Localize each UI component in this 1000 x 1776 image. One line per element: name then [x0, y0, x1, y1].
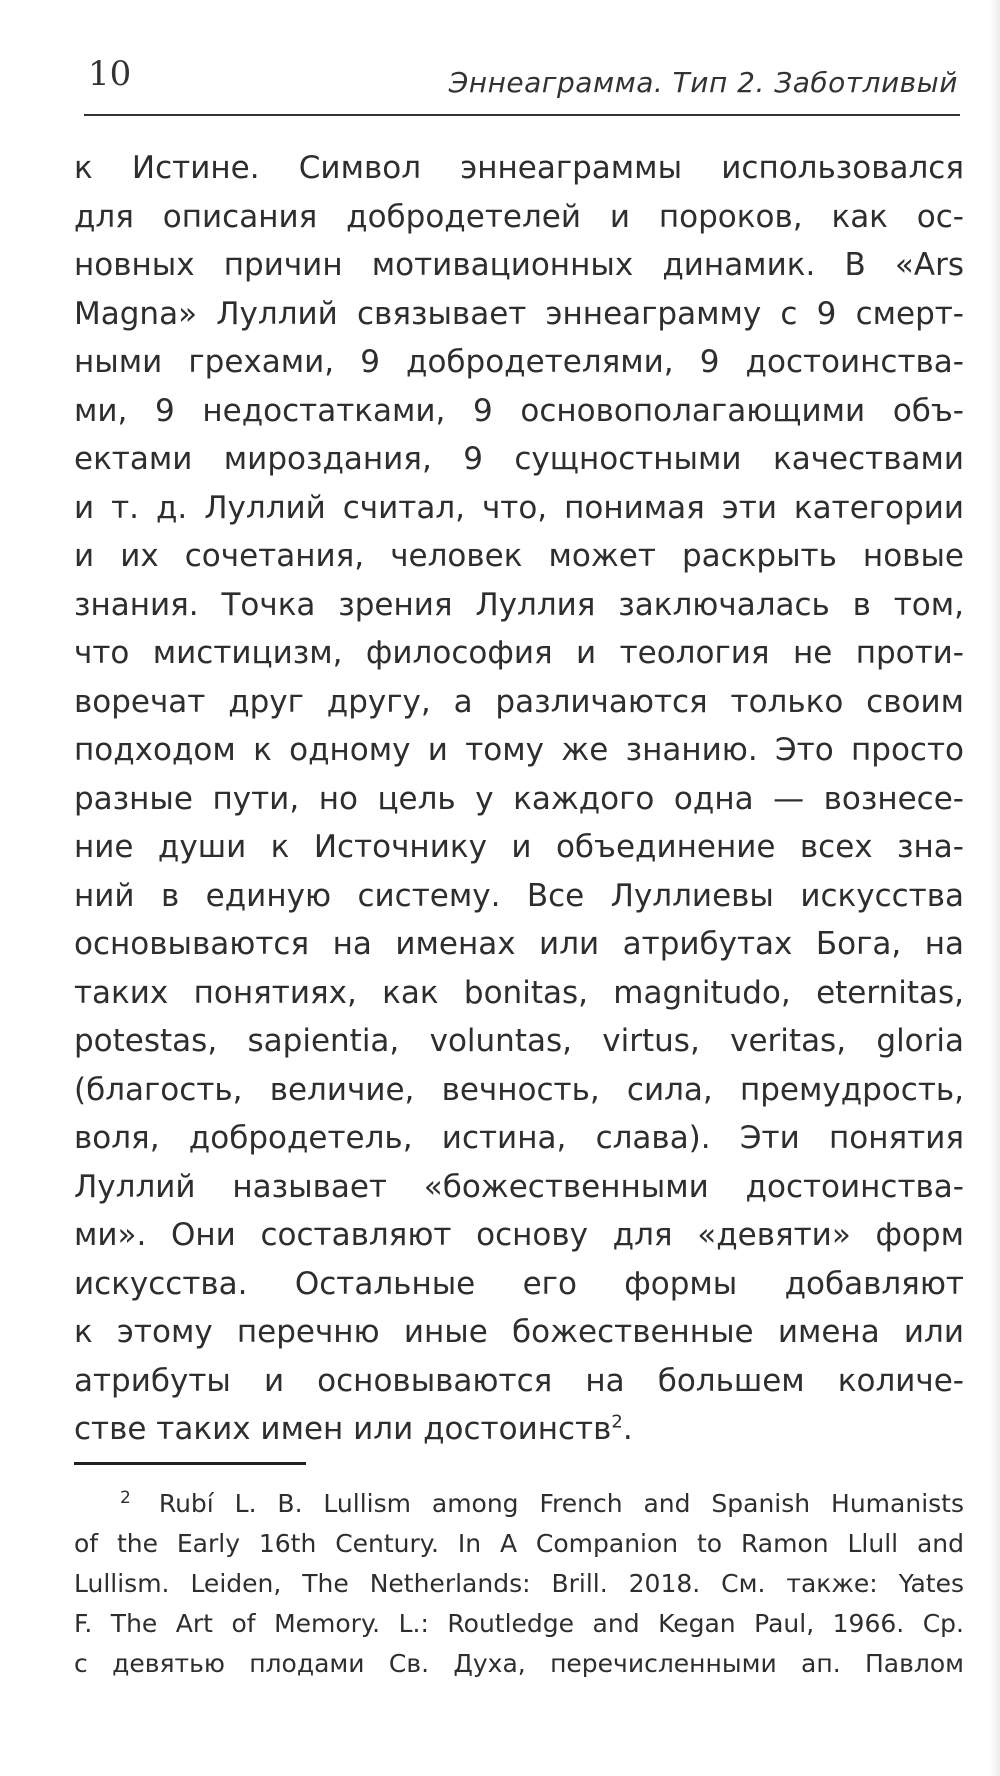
footnote-marker: 2 — [120, 1487, 131, 1508]
text-line: воля, добродетель, истина, слава). Эти понятия — [74, 1120, 964, 1156]
text-line: разные пути, но цель у каждого одна — вознесе- — [74, 780, 964, 817]
footnote-line: Lullism. Leiden, The Netherlands: Brill. 2018. См. также: Yates — [74, 1569, 964, 1598]
text-line: основываются на именах или атрибутах Бога, на — [74, 926, 964, 962]
text-line: и их сочетания, человек может раскрыть новые — [74, 538, 964, 574]
text-line: к этому перечню иные божественные имена или — [74, 1314, 964, 1350]
text-line: воречат друг другу, а различаются только своим — [74, 683, 964, 720]
text-line-content: стве таких имен или достоинств — [74, 1411, 612, 1447]
running-head: Эннеаграмма. Тип 2. Заботливый — [448, 66, 958, 99]
text-line: и т. д. Луллий считал, что, понимая эти категории — [74, 489, 964, 526]
text-line: ние души к Источнику и объединение всех зна- — [74, 829, 964, 865]
text-line: что мистицизм, философия и теология не проти- — [74, 635, 964, 671]
footnote — [74, 1484, 964, 1684]
page-edge-shadow — [990, 0, 1000, 1776]
text-line: ний в единую систему. Все Луллиевы искусства — [74, 877, 964, 914]
text-line: к Истине. Символ эннеаграммы использовался — [74, 150, 964, 186]
text-line: для описания добродетелей и пороков, как ос- — [74, 198, 964, 235]
text-line: атрибуты и основываются на большем количе- — [74, 1362, 964, 1399]
text-line: Луллий называет «божественными достоинства- — [74, 1168, 964, 1205]
text-line: искусства. Остальные его формы добавляют — [74, 1265, 964, 1302]
text-line: ектами мироздания, 9 сущностными качествами — [74, 441, 964, 477]
footnote-rule — [74, 1462, 306, 1465]
text-line: ми». Они составляют основу для «девяти» форм — [74, 1217, 964, 1253]
text-line: новных причин мотивационных динамик. В «Ars — [74, 247, 964, 283]
text-line: Magna» Луллий связывает эннеаграмму с 9 смерт- — [74, 295, 964, 332]
text-line: знания. Точка зрения Луллия заключалась в том, — [74, 586, 964, 623]
text-line-last: стве таких имен или достоинств$^2$. — [74, 1411, 633, 1447]
text-line: ными грехами, 9 добродетелями, 9 достоинства- — [74, 344, 964, 380]
header-rule — [84, 114, 960, 116]
text-line: ми, 9 недостатками, 9 основополагающими объ- — [74, 392, 964, 429]
text-line: potestas, sapientia, voluntas, virtus, veritas, gloria — [74, 1023, 964, 1059]
body-text — [74, 144, 964, 1454]
text-line: (благость, величие, вечность, сила, премудрость, — [74, 1071, 964, 1108]
footnote-line: с девятью плодами Св. Духа, перечисленными ап. Павлом — [74, 1649, 964, 1678]
text-line: таких понятиях, как bonitas, magnitudo, eternitas, — [74, 974, 964, 1011]
footnote-text: Rubí L. B. Lullism among French and Spanish Humanists — [158, 1489, 964, 1518]
footnote-reference[interactable]: 2 — [611, 1411, 623, 1433]
text-line: подходом к одному и тому же знанию. Это просто — [74, 732, 964, 768]
page-number: 10 — [88, 54, 132, 94]
footnote-line — [74, 1484, 964, 1524]
footnote-line: of the Early 16th Century. In A Companion to Ramon Llull and — [74, 1529, 964, 1558]
footnote-line: F. The Art of Memory. L.: Routledge and Kegan Paul, 1966. Ср. — [74, 1609, 964, 1638]
